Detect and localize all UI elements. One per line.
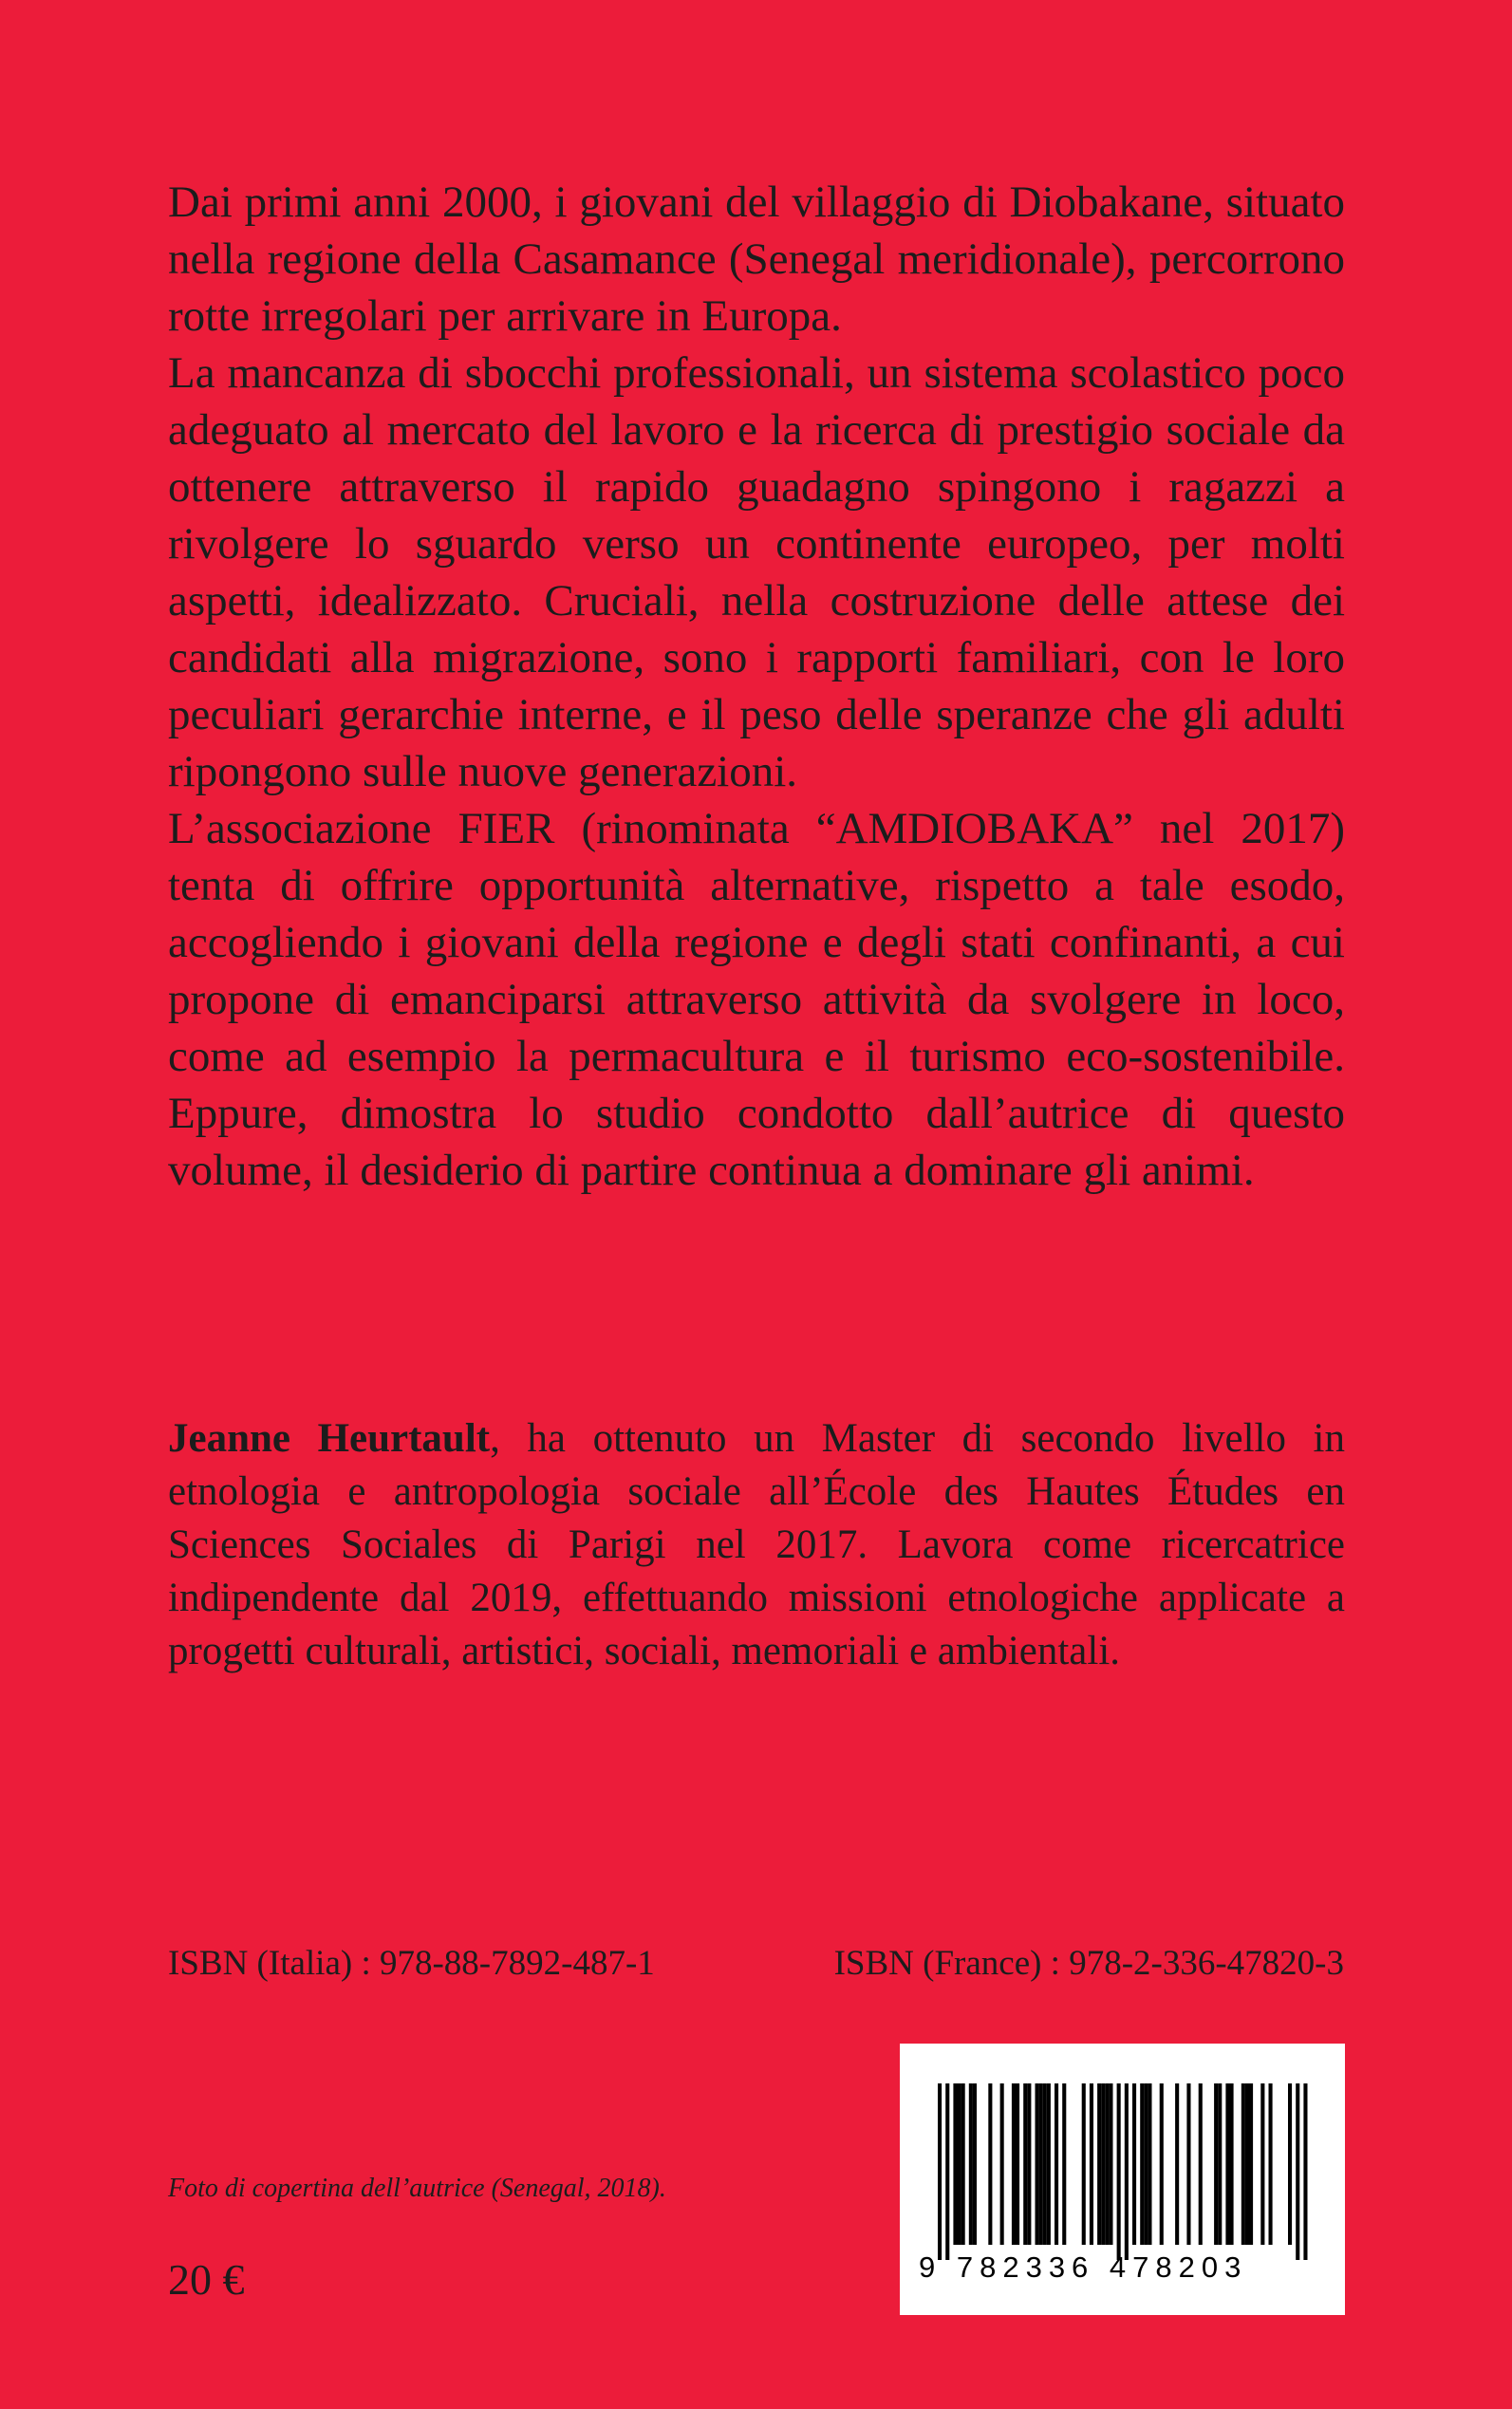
barcode-bar xyxy=(1225,2083,1229,2245)
barcode-digits: 9 782336 478203 xyxy=(919,2250,1248,2284)
barcode-bar xyxy=(958,2083,961,2245)
barcode-bar xyxy=(988,2083,992,2245)
summary-paragraph-2: La mancanza di sbocchi professionali, un sistema scolastico poco adeguato al mercato del lavoro e la ricerca di prestigio sociale da ottenere attraverso il rapido guadagno spingono i ragazzi a rivolgere lo sguardo verso un continente europeo, per molti aspetti, idealizzato. Cruciali, nella costruzione delle attese dei candidati alla migrazione, sono i rapporti familiari, con le loro peculiari gerarchie interne, e il peso delle speranze che gli adulti ripongono sulle nuove generazioni. xyxy=(168,348,1345,796)
barcode-bar xyxy=(1199,2083,1203,2245)
barcode-bar xyxy=(1012,2083,1016,2245)
back-cover-summary xyxy=(168,174,1345,1199)
barcode-bar xyxy=(1101,2083,1105,2245)
barcode-bar xyxy=(1105,2083,1109,2245)
summary-paragraph-1: Dai primi anni 2000, i giovani del villaggio di Diobakane, situato nella regione della Casamance (Senegal meridionale), percorrono rotte irregolari per arrivare in Europa. xyxy=(168,177,1345,341)
barcode-bar xyxy=(1249,2083,1253,2245)
barcode-bar xyxy=(1269,2083,1273,2245)
price: 20 € xyxy=(168,2255,245,2304)
barcode-bar xyxy=(1055,2083,1058,2245)
barcode-bar xyxy=(1260,2083,1264,2245)
summary-paragraph-3: L’associazione FIER (rinominata “AMDIOBAKA” nel 2017) tenta di offrire opportunità alternative, rispetto a tale esodo, accogliendo i giovani della regione e degli stati confinanti, a cui propone di emanciparsi attraverso attività da svolgere in loco, come ad esempio la permacultura e il turismo eco-sostenibile. Eppure, dimostra lo studio condotto dall’autrice di questo volume, il desiderio di partire continua a dominare gli animi. xyxy=(168,804,1345,1195)
barcode-bar xyxy=(1082,2083,1086,2245)
barcode-bar xyxy=(973,2083,977,2245)
barcode-bar xyxy=(1023,2083,1027,2245)
barcode-bar xyxy=(1109,2083,1112,2245)
barcode-bar xyxy=(1062,2083,1066,2245)
barcode-bar xyxy=(1097,2083,1101,2245)
barcode-bar xyxy=(1175,2083,1179,2245)
barcode-bar xyxy=(1140,2083,1144,2245)
author-bio-text: , ha ottenuto un Master di secondo livello in etnologia e antropologia sociale all’École des Hautes Études en Sciences Sociales di Parigi nel 2017. Lavora come ricercatrice indipendente dal 2019, effettuando missioni etnologiche applicate a progetti culturali, artistici, sociali, memoriali e ambientali. xyxy=(168,1416,1345,1673)
barcode-bar xyxy=(1288,2083,1292,2245)
barcode-bar xyxy=(1016,2083,1019,2245)
barcode-bar xyxy=(961,2083,965,2245)
barcode-bar xyxy=(1296,2083,1299,2260)
barcode-bar xyxy=(1047,2083,1051,2245)
barcode-bar xyxy=(1043,2083,1047,2245)
barcode-bar xyxy=(1303,2083,1307,2260)
barcode xyxy=(900,2044,1345,2315)
barcode-bar xyxy=(1186,2083,1190,2245)
barcode-bar xyxy=(1117,2083,1121,2260)
isbn-italia: ISBN (Italia) : 978-88-7892-487-1 xyxy=(168,1944,655,1983)
barcode-bar xyxy=(1230,2083,1234,2245)
barcode-bar xyxy=(938,2083,942,2260)
barcode-bar xyxy=(1090,2083,1093,2245)
barcode-bar xyxy=(1241,2083,1245,2245)
barcode-bar xyxy=(1218,2083,1222,2245)
barcode-bar xyxy=(1245,2083,1249,2245)
barcode-bar xyxy=(1144,2083,1148,2245)
barcode-bar xyxy=(1000,2083,1004,2245)
barcode-bar xyxy=(1132,2083,1136,2245)
barcode-bar xyxy=(945,2083,949,2260)
barcode-bar xyxy=(1036,2083,1039,2245)
barcode-bar xyxy=(1160,2083,1164,2245)
isbn-france: ISBN (France) : 978-2-336-47820-3 xyxy=(833,1944,1344,1983)
photo-credit: Foto di copertina dell’autrice (Senegal, 2018). xyxy=(168,2174,666,2203)
barcode-bar xyxy=(1027,2083,1031,2245)
barcode-bar xyxy=(953,2083,957,2245)
barcode-bar xyxy=(1214,2083,1218,2245)
barcode-bar xyxy=(1039,2083,1043,2245)
author-bio xyxy=(168,1412,1345,1678)
barcode-bar xyxy=(1125,2083,1129,2260)
barcode-bar xyxy=(969,2083,973,2245)
barcode-bar xyxy=(1148,2083,1151,2245)
author-name: Jeanne Heurtault xyxy=(168,1416,491,1461)
